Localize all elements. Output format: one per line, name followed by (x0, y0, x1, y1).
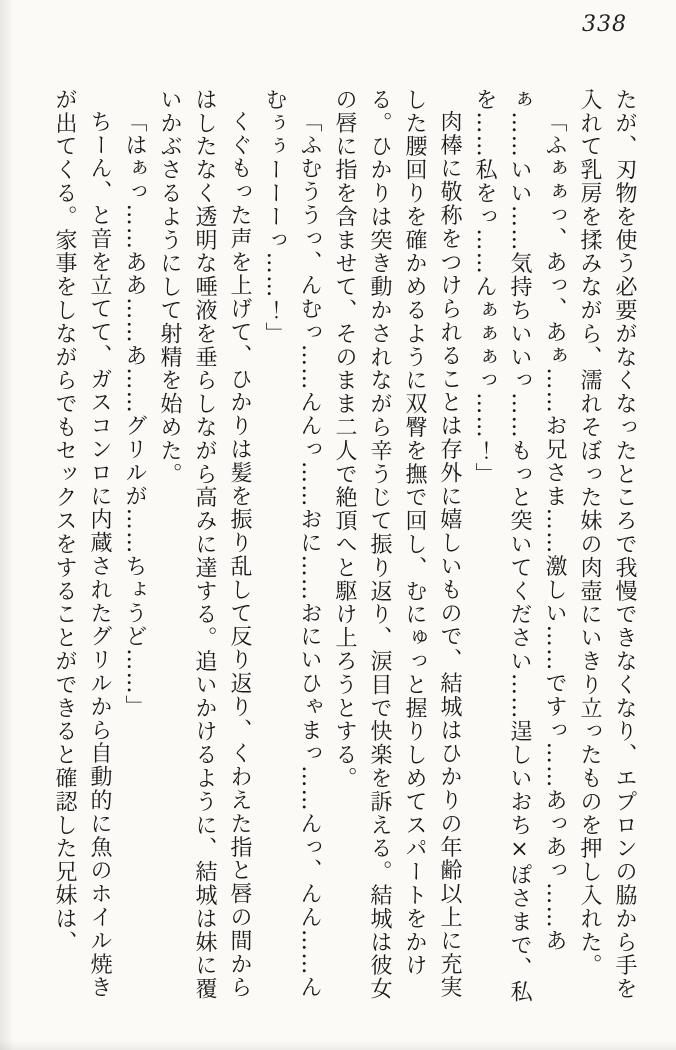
paragraph-narration: くぐもった声を上げて、ひかりは髪を振り乱して反り返り、くわえた指と唇の間からはしたなく透明な唾液を垂らしながら高みに達する。追いかけるように、結城は妹に覆いかぶさるようにして射精を始めた。 (157, 88, 252, 1001)
paragraph-narration: たが、刃物を使う必要がなくなったところで我慢できなくなり、エプロンの脇から手を入れて乳房を揉みながら、濡れそぼった妹の肉壺にいきり立ったものを押し入れた。 (577, 88, 637, 1001)
paragraph-dialogue: 「はぁっ……ああ……あ……グリルが……ちょうど……」 (122, 110, 147, 719)
paragraph-narration: ちーん、と音を立てて、ガスコンロに内蔵されたグリルから自動的に魚のホイル焼きが出てくる。家事をしながらでもセックスをすることができると確認した兄妹は、 (52, 88, 112, 1000)
page-edge-shading-bottom (0, 1040, 676, 1050)
paragraph-dialogue: 「ふぁぁっ、あっ、あぁ……お兄さま……激しい……ですっ……あっあっ……あぁ……いい……気持ちいいっ……もっと突いてください……逞しいおち×ぽさまで、私を……私をっ……んぁぁぁっ……！」 (472, 88, 567, 1004)
page-text-body (47, 88, 642, 1010)
paragraph-dialogue: 「ふむううっ、んむっ……んんっ……おに……おにいひゃまっ……んっ、んん……んむぅぅーーーっ……！」 (262, 88, 322, 1000)
page-edge-shading-left (0, 0, 14, 1050)
paragraph-narration: 肉棒に敬称をつけられることは存外に嬉しいもので、結城はひかりの年齢以上に充実した腰回りを確かめるように双臀を撫で回し、むにゅっと握りしめてスパートをかける。ひかりは突き動かされながら辛うじて振り返り、涙目で快楽を訴える。結城は彼女の唇に指を含ませて、そのまま二人で絶頂へと駆け上ろうとする。 (332, 88, 462, 1001)
page-number: 338 (582, 12, 627, 37)
